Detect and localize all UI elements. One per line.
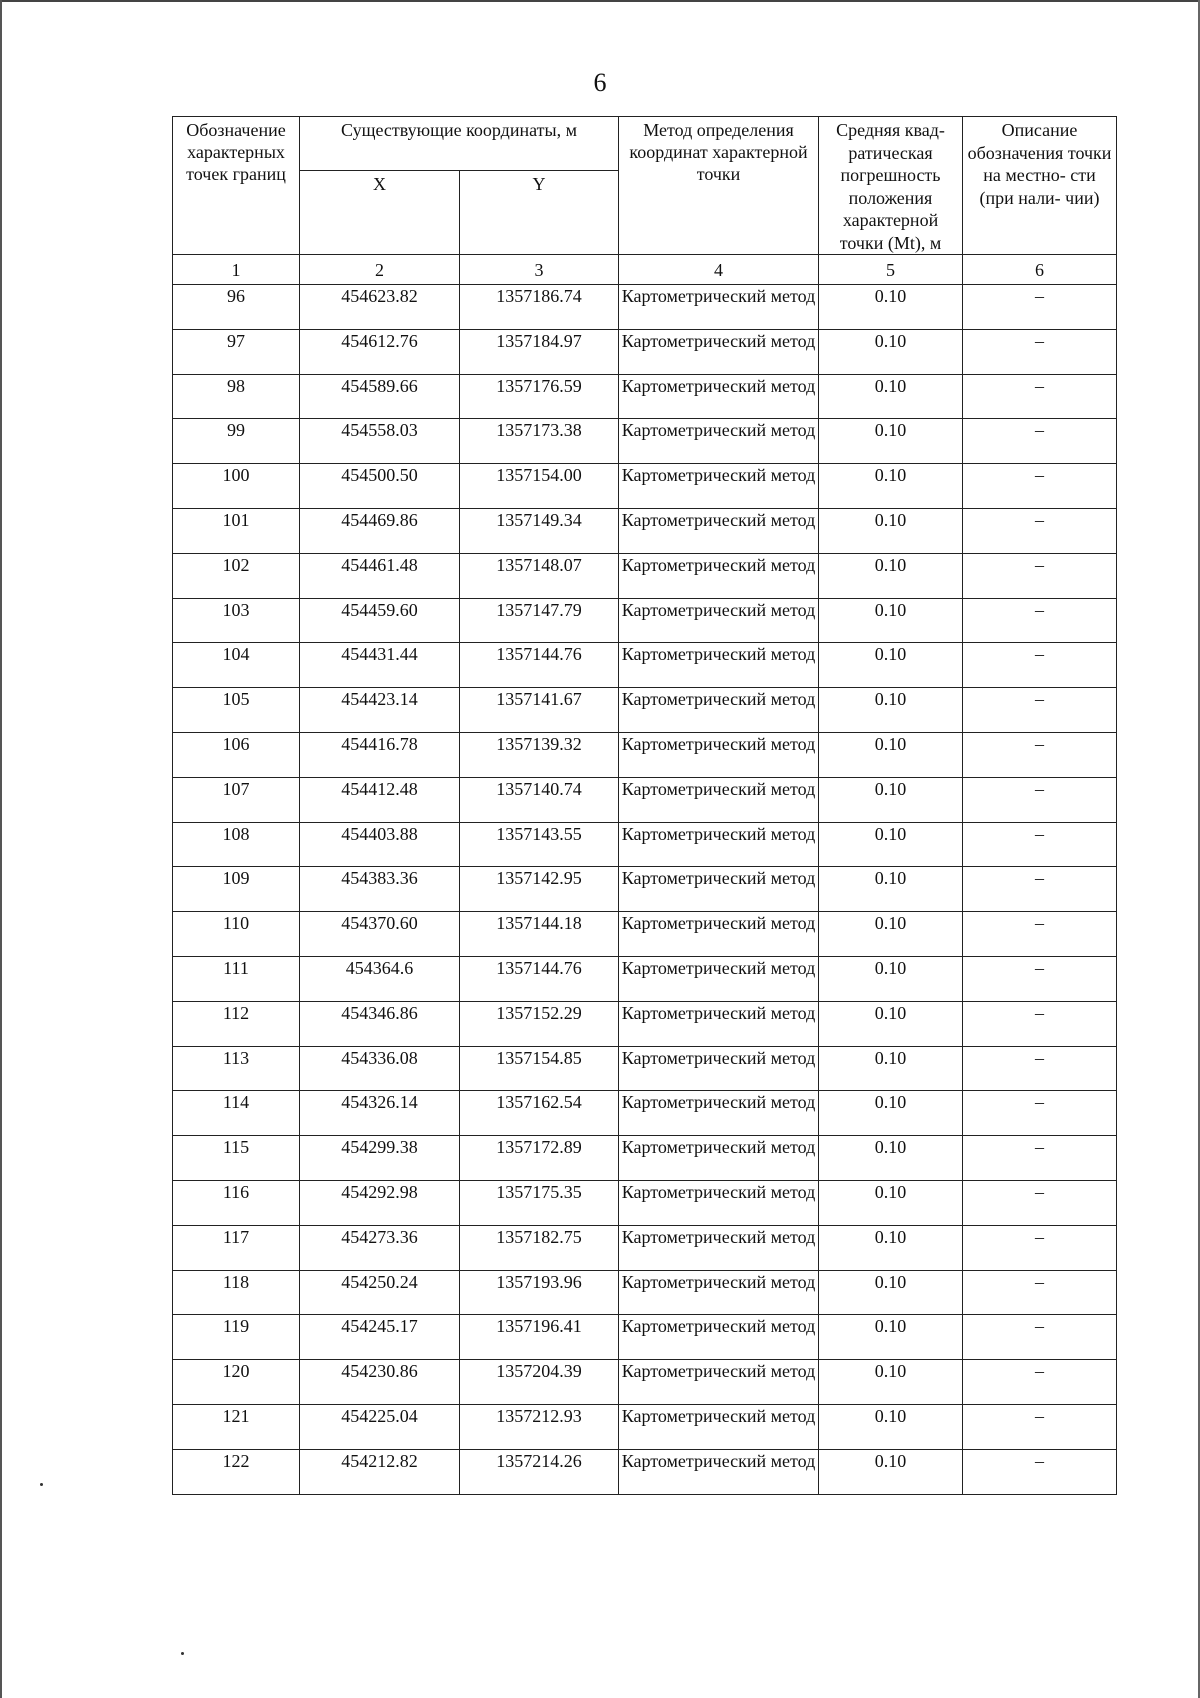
cell-mt: 0.10 (819, 1046, 963, 1091)
column-number: 2 (300, 255, 460, 285)
cell-method: Картометрический метод (619, 1270, 819, 1315)
table-row (173, 419, 1117, 464)
cell-description: – (963, 419, 1117, 464)
header-row (173, 117, 1117, 171)
cell-description: – (963, 1225, 1117, 1270)
cell-mt: 0.10 (819, 1270, 963, 1315)
cell-point: 113 (173, 1046, 300, 1091)
table-row (173, 1315, 1117, 1360)
table-row (173, 1270, 1117, 1315)
table-row (173, 285, 1117, 330)
cell-mt: 0.10 (819, 1001, 963, 1046)
table-row (173, 464, 1117, 509)
cell-x: 454459.60 (300, 598, 460, 643)
cell-point: 98 (173, 374, 300, 419)
column-number: 4 (619, 255, 819, 285)
cell-x: 454245.17 (300, 1315, 460, 1360)
cell-point: 122 (173, 1449, 300, 1494)
cell-x: 454212.82 (300, 1449, 460, 1494)
cell-description: – (963, 912, 1117, 957)
table-row (173, 956, 1117, 1001)
cell-point: 103 (173, 598, 300, 643)
cell-y: 1357147.79 (460, 598, 619, 643)
table-row (173, 598, 1117, 643)
table-row (173, 1404, 1117, 1449)
cell-y: 1357175.35 (460, 1180, 619, 1225)
cell-point: 114 (173, 1091, 300, 1136)
header-point-description: Описание обозначения точки на местно- сти (при нали- чии) (963, 117, 1117, 255)
scan-speck (40, 1483, 43, 1486)
cell-description: – (963, 1136, 1117, 1181)
cell-description: – (963, 688, 1117, 733)
cell-x: 454416.78 (300, 732, 460, 777)
cell-point: 117 (173, 1225, 300, 1270)
cell-mt: 0.10 (819, 867, 963, 912)
cell-x: 454500.50 (300, 464, 460, 509)
cell-y: 1357184.97 (460, 329, 619, 374)
header-existing-coordinates: Существующие координаты, м (300, 117, 619, 171)
page-edge-top (0, 0, 1200, 2)
cell-x: 454589.66 (300, 374, 460, 419)
column-number: 1 (173, 255, 300, 285)
header-method: Метод определения координат характерной точки (619, 117, 819, 255)
cell-y: 1357154.00 (460, 464, 619, 509)
cell-y: 1357172.89 (460, 1136, 619, 1181)
cell-method: Картометрический метод (619, 374, 819, 419)
cell-mt: 0.10 (819, 822, 963, 867)
cell-y: 1357139.32 (460, 732, 619, 777)
cell-y: 1357214.26 (460, 1449, 619, 1494)
cell-method: Картометрический метод (619, 956, 819, 1001)
table-row (173, 1225, 1117, 1270)
column-number-row (173, 255, 1117, 285)
cell-method: Картометрический метод (619, 822, 819, 867)
cell-description: – (963, 1091, 1117, 1136)
cell-x: 454412.48 (300, 777, 460, 822)
cell-y: 1357141.67 (460, 688, 619, 733)
cell-point: 96 (173, 285, 300, 330)
cell-y: 1357173.38 (460, 419, 619, 464)
cell-description: – (963, 867, 1117, 912)
cell-method: Картометрический метод (619, 508, 819, 553)
cell-description: – (963, 329, 1117, 374)
cell-method: Картометрический метод (619, 1046, 819, 1091)
cell-y: 1357212.93 (460, 1404, 619, 1449)
cell-method: Картометрический метод (619, 732, 819, 777)
scan-speck (181, 1652, 184, 1655)
cell-description: – (963, 956, 1117, 1001)
cell-method: Картометрический метод (619, 1404, 819, 1449)
cell-point: 119 (173, 1315, 300, 1360)
cell-description: – (963, 374, 1117, 419)
cell-mt: 0.10 (819, 329, 963, 374)
cell-x: 454461.48 (300, 553, 460, 598)
cell-description: – (963, 777, 1117, 822)
cell-point: 97 (173, 329, 300, 374)
cell-description: – (963, 1315, 1117, 1360)
cell-mt: 0.10 (819, 1136, 963, 1181)
cell-description: – (963, 822, 1117, 867)
cell-method: Картометрический метод (619, 329, 819, 374)
cell-description: – (963, 1001, 1117, 1046)
cell-point: 111 (173, 956, 300, 1001)
cell-point: 109 (173, 867, 300, 912)
cell-method: Картометрический метод (619, 1225, 819, 1270)
cell-y: 1357162.54 (460, 1091, 619, 1136)
cell-mt: 0.10 (819, 1449, 963, 1494)
cell-mt: 0.10 (819, 1091, 963, 1136)
cell-y: 1357154.85 (460, 1046, 619, 1091)
cell-x: 454299.38 (300, 1136, 460, 1181)
cell-x: 454364.6 (300, 956, 460, 1001)
table-row (173, 688, 1117, 733)
table-row (173, 867, 1117, 912)
cell-point: 102 (173, 553, 300, 598)
header-y: Y (460, 170, 619, 254)
cell-mt: 0.10 (819, 1315, 963, 1360)
cell-point: 118 (173, 1270, 300, 1315)
cell-method: Картометрический метод (619, 688, 819, 733)
cell-method: Картометрический метод (619, 777, 819, 822)
cell-method: Картометрический метод (619, 867, 819, 912)
cell-method: Картометрический метод (619, 553, 819, 598)
table-row (173, 1449, 1117, 1494)
table-row (173, 1360, 1117, 1405)
cell-description: – (963, 464, 1117, 509)
header-point-designation: Обозначение характерных точек границ (173, 117, 300, 255)
cell-mt: 0.10 (819, 643, 963, 688)
cell-method: Картометрический метод (619, 1091, 819, 1136)
cell-point: 104 (173, 643, 300, 688)
cell-x: 454250.24 (300, 1270, 460, 1315)
page-number: 6 (593, 68, 607, 97)
cell-description: – (963, 1360, 1117, 1405)
cell-mt: 0.10 (819, 777, 963, 822)
cell-y: 1357152.29 (460, 1001, 619, 1046)
cell-description: – (963, 1404, 1117, 1449)
cell-y: 1357176.59 (460, 374, 619, 419)
cell-x: 454273.36 (300, 1225, 460, 1270)
cell-method: Картометрический метод (619, 912, 819, 957)
cell-description: – (963, 1270, 1117, 1315)
table-row (173, 732, 1117, 777)
cell-description: – (963, 1449, 1117, 1494)
cell-point: 108 (173, 822, 300, 867)
cell-point: 107 (173, 777, 300, 822)
cell-description: – (963, 643, 1117, 688)
cell-description: – (963, 598, 1117, 643)
column-number: 6 (963, 255, 1117, 285)
cell-mt: 0.10 (819, 419, 963, 464)
cell-method: Картометрический метод (619, 643, 819, 688)
cell-y: 1357143.55 (460, 822, 619, 867)
cell-mt: 0.10 (819, 285, 963, 330)
cell-y: 1357193.96 (460, 1270, 619, 1315)
cell-y: 1357149.34 (460, 508, 619, 553)
table-row (173, 1180, 1117, 1225)
table-row (173, 912, 1117, 957)
table-row (173, 1001, 1117, 1046)
cell-description: – (963, 1046, 1117, 1091)
cell-point: 105 (173, 688, 300, 733)
column-number: 3 (460, 255, 619, 285)
cell-y: 1357182.75 (460, 1225, 619, 1270)
table-body (173, 285, 1117, 1495)
table-row (173, 1136, 1117, 1181)
cell-mt: 0.10 (819, 1225, 963, 1270)
cell-x: 454469.86 (300, 508, 460, 553)
cell-mt: 0.10 (819, 508, 963, 553)
cell-point: 116 (173, 1180, 300, 1225)
table-row (173, 329, 1117, 374)
cell-method: Картометрический метод (619, 1001, 819, 1046)
cell-x: 454225.04 (300, 1404, 460, 1449)
cell-x: 454370.60 (300, 912, 460, 957)
cell-y: 1357196.41 (460, 1315, 619, 1360)
cell-description: – (963, 508, 1117, 553)
header-mean-square-error: Средняя квад- ратическая погрешность положения характерной точки (Mt), м (819, 117, 963, 255)
cell-mt: 0.10 (819, 732, 963, 777)
cell-x: 454623.82 (300, 285, 460, 330)
cell-mt: 0.10 (819, 1180, 963, 1225)
cell-mt: 0.10 (819, 598, 963, 643)
cell-method: Картометрический метод (619, 1360, 819, 1405)
cell-y: 1357144.76 (460, 643, 619, 688)
cell-mt: 0.10 (819, 688, 963, 733)
table-row (173, 1046, 1117, 1091)
cell-method: Картометрический метод (619, 598, 819, 643)
cell-x: 454383.36 (300, 867, 460, 912)
cell-method: Картометрический метод (619, 464, 819, 509)
cell-x: 454558.03 (300, 419, 460, 464)
cell-x: 454403.88 (300, 822, 460, 867)
table-row (173, 822, 1117, 867)
table-row (173, 777, 1117, 822)
header-x: X (300, 170, 460, 254)
table-row (173, 1091, 1117, 1136)
column-number: 5 (819, 255, 963, 285)
cell-y: 1357140.74 (460, 777, 619, 822)
cell-method: Картометрический метод (619, 419, 819, 464)
cell-point: 120 (173, 1360, 300, 1405)
cell-point: 106 (173, 732, 300, 777)
cell-description: – (963, 1180, 1117, 1225)
cell-y: 1357148.07 (460, 553, 619, 598)
cell-point: 99 (173, 419, 300, 464)
cell-mt: 0.10 (819, 1404, 963, 1449)
cell-method: Картометрический метод (619, 1315, 819, 1360)
page-edge-left (0, 0, 2, 1698)
cell-x: 454423.14 (300, 688, 460, 733)
cell-x: 454230.86 (300, 1360, 460, 1405)
coordinates-table (172, 116, 1117, 1495)
cell-method: Картометрический метод (619, 1180, 819, 1225)
cell-y: 1357186.74 (460, 285, 619, 330)
cell-y: 1357204.39 (460, 1360, 619, 1405)
cell-x: 454612.76 (300, 329, 460, 374)
table-row (173, 553, 1117, 598)
cell-point: 121 (173, 1404, 300, 1449)
cell-x: 454292.98 (300, 1180, 460, 1225)
cell-mt: 0.10 (819, 912, 963, 957)
cell-x: 454326.14 (300, 1091, 460, 1136)
cell-description: – (963, 732, 1117, 777)
cell-mt: 0.10 (819, 374, 963, 419)
cell-mt: 0.10 (819, 956, 963, 1001)
cell-y: 1357144.76 (460, 956, 619, 1001)
cell-method: Картометрический метод (619, 285, 819, 330)
cell-point: 110 (173, 912, 300, 957)
cell-x: 454431.44 (300, 643, 460, 688)
cell-mt: 0.10 (819, 464, 963, 509)
table-row (173, 374, 1117, 419)
cell-description: – (963, 553, 1117, 598)
cell-method: Картометрический метод (619, 1136, 819, 1181)
cell-mt: 0.10 (819, 1360, 963, 1405)
cell-point: 101 (173, 508, 300, 553)
cell-method: Картометрический метод (619, 1449, 819, 1494)
cell-point: 115 (173, 1136, 300, 1181)
table-row (173, 508, 1117, 553)
cell-point: 100 (173, 464, 300, 509)
cell-y: 1357144.18 (460, 912, 619, 957)
table-row (173, 643, 1117, 688)
cell-point: 112 (173, 1001, 300, 1046)
cell-x: 454336.08 (300, 1046, 460, 1091)
cell-mt: 0.10 (819, 553, 963, 598)
cell-x: 454346.86 (300, 1001, 460, 1046)
cell-description: – (963, 285, 1117, 330)
cell-y: 1357142.95 (460, 867, 619, 912)
